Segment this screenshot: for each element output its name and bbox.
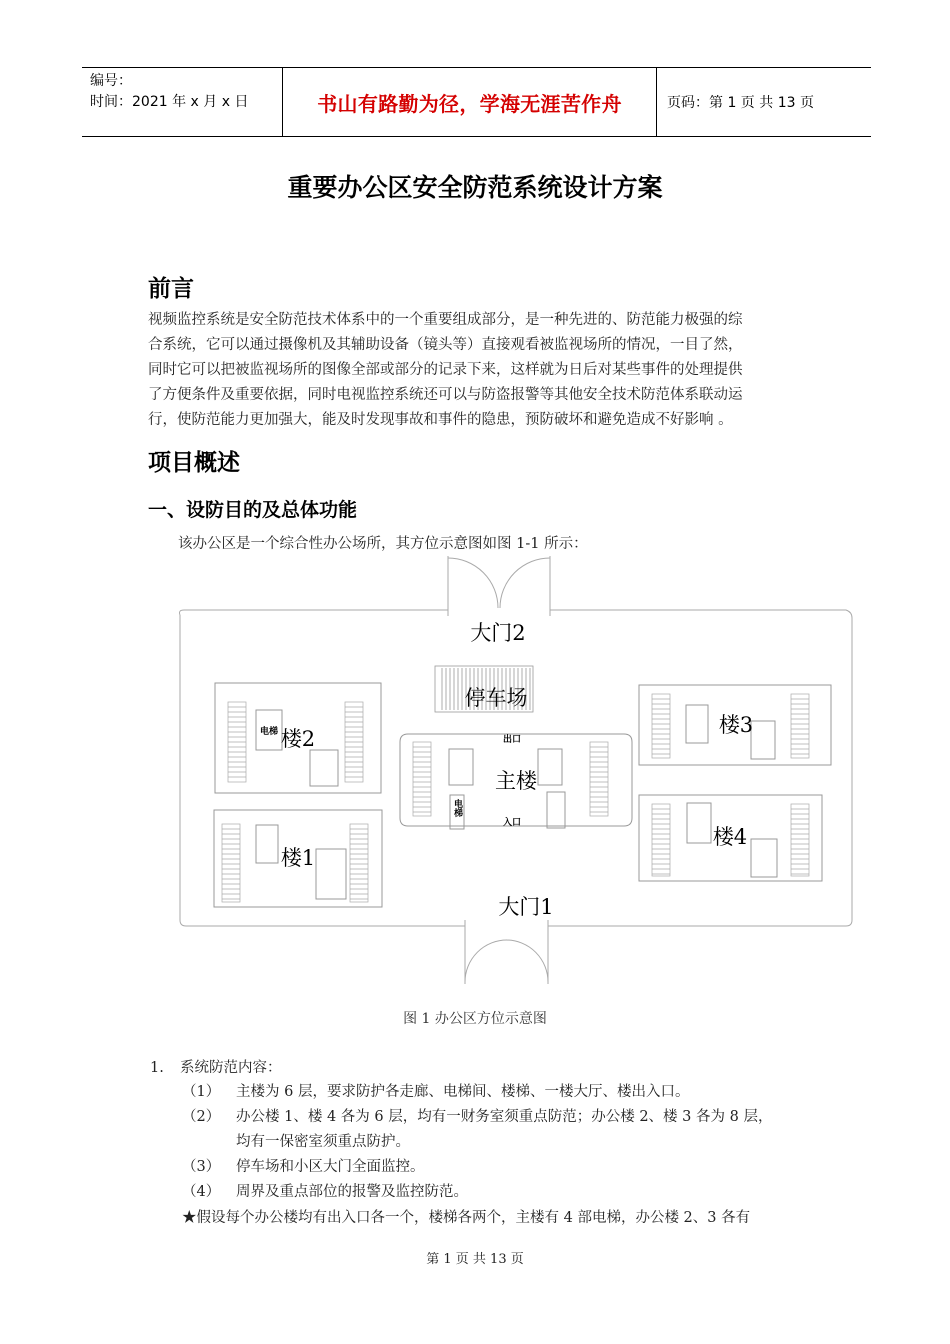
header-motto-cell <box>282 68 657 136</box>
note-line: ★假设每个办公楼均有出入口各一个，楼梯各两个，主楼有 4 部电梯，办公楼 2、3 各有 <box>182 1210 751 1226</box>
stair-ladder <box>652 804 670 876</box>
building2-label: 楼2 <box>280 727 316 751</box>
sub-item-num: （2） <box>182 1109 221 1125</box>
preface-line: 同时它可以把被监视场所的图像全部或部分的记录下来，这样就为日后对某些事件的处理提供 <box>148 362 743 378</box>
stair-ladder <box>345 702 363 782</box>
sub-item-text: 主楼为 6 层，要求防护各走廊、电梯间、楼梯、一楼大厅、楼出入口。 <box>236 1084 690 1100</box>
header-table <box>82 67 871 137</box>
header-meta <box>82 68 282 136</box>
building1-label: 楼1 <box>280 846 316 870</box>
header-page-info: 页码：第 1 页 共 13 页 <box>667 95 814 111</box>
preface-line: 了方便条件及重要依据，同时电视监控系统还可以与防盗报警等其他安全技术防范体系联动运 <box>148 387 743 403</box>
preface-paragraph <box>148 308 808 433</box>
sub-item-num: （1） <box>182 1084 221 1100</box>
list-item-number: 1. <box>150 1060 164 1076</box>
gate2-door-arc <box>448 558 498 608</box>
header-motto: 书山有路勤为径，学海无涯苦作舟 <box>317 91 622 116</box>
sub-item-text: 办公楼 1、楼 4 各为 6 层，均有一财务室须重点防范；办公楼 2、楼 3 各为 8 层， <box>236 1109 773 1125</box>
preface-heading: 前言 <box>148 276 194 302</box>
building4-label: 楼4 <box>712 825 748 849</box>
sub-item-num: （3） <box>182 1159 221 1175</box>
page-footer: 第 1 页 共 13 页 <box>426 1252 524 1267</box>
stair-ladder <box>413 742 431 816</box>
stair-ladder <box>791 694 809 758</box>
time-label: 时间：2021 年 x 月 x 日 <box>90 94 249 110</box>
stair-ladder <box>652 694 670 758</box>
sub-item-text: 周界及重点部位的报警及监控防范。 <box>236 1184 468 1200</box>
stair-ladder <box>228 702 246 782</box>
figure-caption: 图 1 办公区方位示意图 <box>403 1011 547 1027</box>
elevator-label-main: 电梯 <box>452 799 462 817</box>
entrance-label: 入口 <box>502 818 522 828</box>
list-item-title: 系统防范内容： <box>180 1060 282 1076</box>
gate1-label: 大门1 <box>498 895 554 919</box>
parking-label: 停车场 <box>464 686 528 710</box>
main-building-label: 主楼 <box>495 769 537 793</box>
gate2-label: 大门2 <box>470 621 526 645</box>
stair-ladder <box>791 804 809 876</box>
preface-line: 合系统，它可以通过摄像机及其辅助设备（镜头等）直接观看被监视场所的情况，一目了然， <box>148 337 743 353</box>
gate1-door-arc <box>465 940 507 982</box>
intro-line: 该办公区是一个综合性办公场所，其方位示意图如图 1-1 所示： <box>178 536 588 552</box>
stair-ladder <box>222 824 240 902</box>
stair-ladder <box>350 824 368 902</box>
site-plan-figure <box>170 552 860 997</box>
elevator-label-b2: 电梯 <box>259 727 279 737</box>
preface-line: 视频监控系统是安全防范技术体系中的一个重要组成部分，是一种先进的、防范能力极强的综 <box>148 312 743 328</box>
exit-label: 出口 <box>502 735 522 745</box>
preface-line: 行，使防范能力更加强大，能及时发现事故和事件的隐患，预防破坏和避免造成不好影响 。 <box>148 412 733 428</box>
overview-heading: 项目概述 <box>148 450 240 476</box>
building3-label: 楼3 <box>718 713 754 737</box>
sub-item-num: （4） <box>182 1184 221 1200</box>
sub-heading: 一、设防目的及总体功能 <box>148 499 358 521</box>
number-label: 编号： <box>90 73 132 89</box>
sub-item-text: 均有一保密室须重点防护。 <box>236 1134 410 1150</box>
perimeter-wall <box>180 610 449 615</box>
stair-ladder <box>590 742 608 816</box>
sub-item-text: 停车场和小区大门全面监控。 <box>236 1159 425 1175</box>
document-title: 重要办公区安全防范系统设计方案 <box>287 173 663 202</box>
